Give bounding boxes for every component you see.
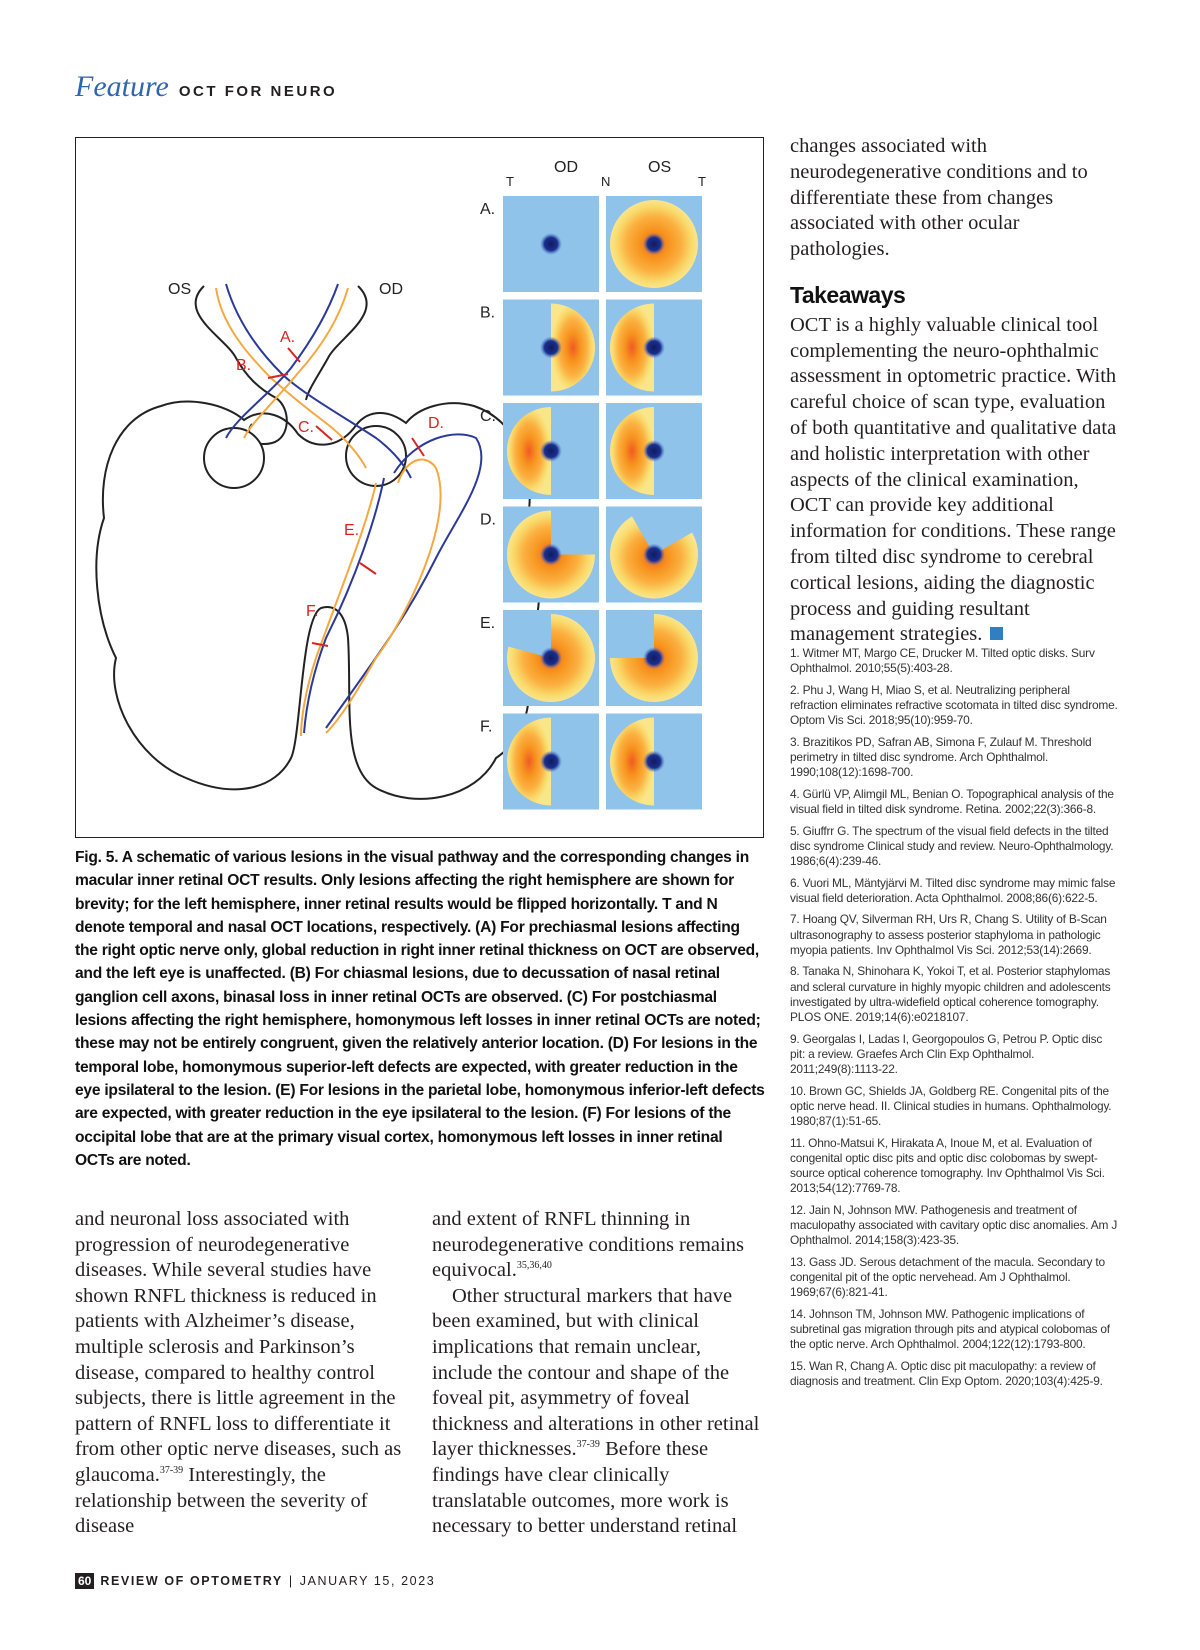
right-optic-nerve (306, 286, 367, 400)
oct-row-label: A. (480, 201, 496, 218)
fovea-dot (540, 233, 562, 255)
oct-row-label: C. (480, 408, 496, 425)
lesion-d (412, 438, 424, 456)
left-lgn (204, 428, 264, 488)
fovea-dot (540, 440, 562, 462)
body-column-middle (432, 1207, 762, 1540)
lesion-c (316, 426, 332, 440)
oct-panel-os (606, 610, 702, 706)
lesion-e (360, 563, 376, 574)
figure-5 (75, 137, 764, 838)
page-number: 60 (75, 1573, 94, 1589)
section-title: OCT FOR NEURO (178, 83, 338, 100)
body-text: Before these findings have clear clinically translatable outcomes, more work is necessary to better understand retinal (432, 1438, 738, 1538)
reference-item: 1. Witmer MT, Margo CE, Drucker M. Tilted optic disks. Surv Ophthalmol. 2010;55(5):403-28. (790, 646, 1095, 676)
oct-row-label: F. (480, 718, 493, 736)
figure-caption: Fig. 5. A schematic of various lesions in the visual pathway and the corresponding changes in macular inner retinal OCT results. Only lesions affecting the right hemisphere are shown for brevity; for the left hemisphere, inner retinal results would be flipped horizontally. T and N denote temporal and nasal OCT locations, respectively. (A) For prechiasmal lesions affecting the right optic nerve only, global reduction in right inner retinal thickness on OCT are observed, and the left eye is unaffected. (B) For chiasmal lesions, due to decussation of nasal retinal ganglion cell axons, binasal loss in inner retinal OCTs are observed. (C) For postchiasmal lesions affecting the right hemisphere, homonymous left losses in inner retinal OCTs are noted; these may not be entirely congruent, given the relatively anterior location. (D) For lesions in the temporal lobe, homonymous superior-left defects are expected, with greater reduction in the eye ipsilateral to the lesion. (E) For lesions in the parietal lobe, homonymous inferior-left defects are expected, with greater reduction in the eye ipsilateral to the lesion. (F) For lesions of the occipital lobe that are at the primary visual cortex, homonymous left losses in inner retinal OCTs are noted. (75, 849, 765, 1169)
fovea-dot (643, 440, 665, 462)
reference-item: 5. Giuffrr G. The spectrum of the visual field defects in the tilted disc syndrome Clinical study and review. Neuro-Ophthalmology. 1986;6(4):239-46. (790, 823, 1114, 868)
reference-item: 6. Vuori ML, Mäntyjärvi M. Tilted disc syndrome may mimic false visual field deterioration. Acta Ophthalmol. 2008;86(6):622-5. (790, 875, 1116, 905)
header-t-right: T (698, 174, 706, 189)
oct-panel-os (606, 714, 702, 810)
lesion-marks (268, 348, 424, 646)
reference-item: 13. Gass JD. Serous detachment of the macula. Secondary to congenital pit of the optic nervehead. Am J Ophthalmol. 1969;67(6):821-41. (790, 1254, 1105, 1300)
body-text: and neuronal loss associated with progression of neurodegenerative diseases. While several studies have shown RNFL thickness is reduced in patients with Alzheimer’s disease, multiple sclerosis and Parkinson’s disease, compared to healthy control subjects, there is little agreement in the pattern of RNFL loss to differentiate it from other optic nerve diseases, such as glaucoma. (75, 1208, 402, 1486)
fovea-dot (643, 647, 665, 669)
header-os: OS (648, 159, 672, 176)
magazine-name: REVIEW OF OPTOMETRY (100, 1574, 283, 1588)
citation: 37-39 (159, 1465, 184, 1477)
label-lesion-a: A. (280, 329, 296, 346)
body-paragraph (75, 1207, 405, 1540)
brain-outline (96, 402, 539, 799)
figure-canvas (76, 138, 764, 838)
orange-tract-right (244, 288, 348, 438)
header-t-left: T (506, 174, 514, 189)
label-lesion-e: E. (344, 522, 360, 539)
orange-radiation (326, 460, 441, 733)
issue-date: JANUARY 15, 2023 (299, 1574, 436, 1588)
fovea-dot (540, 751, 562, 773)
oct-row-label: E. (480, 615, 496, 632)
reference-item: 4. Gürlü VP, Alimgil ML, Benian O. Topographical analysis of the visual field in tilted disk syndrome. Retina. 2002;22(3):366-8. (790, 786, 1114, 816)
citation: 37-39 (576, 1439, 600, 1451)
footer-separator: | (288, 1574, 294, 1588)
takeaways-heading: Takeaways (790, 281, 906, 308)
label-lesion-f: F. (306, 603, 319, 620)
body-text: Other structural markers that have been examined, but with clinical implications that remain unclear, include the contour and shape of the foveal pit, asymmetry of foveal thickness and alterations in other retinal layer thicknesses. (432, 1284, 760, 1461)
label-lesion-c: C. (298, 419, 314, 436)
fovea-dot (643, 233, 665, 255)
reference-item: 8. Tanaka N, Shinohara K, Yokoi T, et al. Posterior staphylomas and scleral curvature in highly myopic children and adolescents investigated by ultra-widefield optical coherence tomography. PLOS ONE. 2019;14(6):e0218107. (790, 964, 1111, 1024)
feature-label: Feature (75, 70, 169, 103)
body-paragraph: changes associated with neurodegenerative conditions and to differentiate these from changes associated with other ocular pathologies. (790, 135, 1088, 261)
oct-panel-od (503, 507, 599, 603)
oct-panel-od (503, 714, 599, 810)
reference-list (790, 646, 1120, 1396)
reference-item: 14. Johnson TM, Johnson MW. Pathogenic implications of subretinal gas migration through pits and atypical colobomas of the optic nerve. Arch Ophthalmol. 2004;122(12):1793-800. (790, 1306, 1110, 1352)
fovea-dot (540, 647, 562, 669)
body-column-right (790, 134, 1123, 648)
fovea-dot (540, 544, 562, 566)
brain-schematic (96, 284, 539, 799)
oct-panel-od (503, 196, 599, 292)
label-os-brain: OS (168, 281, 192, 298)
fovea-dot (540, 337, 562, 359)
reference-item: 12. Jain N, Johnson MW. Pathogenesis and treatment of maculopathy associated with cavitary optic disc anomalies. Am J Ophthalmol. 2014;158(3):423-35. (790, 1202, 1118, 1248)
oct-grid (480, 196, 702, 810)
takeaways-paragraph (790, 313, 1123, 648)
reference-item: 2. Phu J, Wang H, Miao S, et al. Neutralizing peripheral refraction eliminates refractive scotomata in tilted disc syndrome. Optom Vis Sci. 2018;95(10):959-70. (790, 682, 1118, 728)
end-mark-icon (990, 627, 1003, 640)
oct-panel-os (606, 196, 702, 292)
label-lesion-d: D. (428, 415, 444, 432)
reference-item: 9. Georgalas I, Ladas I, Georgopoulos G, Petrou P. Optic disc pit: a review. Graefes Arch Clin Exp Ophthalmol. 2011;249(8):1113-22. (790, 1031, 1103, 1076)
fovea-dot (643, 544, 665, 566)
oct-panel-od (503, 403, 599, 499)
body-paragraph (432, 1207, 762, 1284)
reference-item: 7. Hoang QV, Silverman RH, Urs R, Chang S. Utility of B-Scan ultrasonography to assess posterior staphyloma in pathologic myopia patients. Inv Ophthalmol Vis Sci. 2012;53(14):2669. (790, 912, 1107, 957)
body-text: and extent of RNFL thinning in neurodegenerative conditions remains equivocal. (432, 1208, 744, 1282)
citation: 35,36,40 (516, 1260, 552, 1272)
oct-panel-os (606, 507, 702, 603)
fovea-dot (643, 751, 665, 773)
body-text: Interestingly, the relationship between the severity of disease (75, 1463, 368, 1538)
body-column-left (75, 1207, 405, 1540)
reference-item: 3. Brazitikos PD, Safran AB, Simona F, Zulauf M. Threshold perimetry in tilted disc syndrome. Arch Ophthalmol. 1990;108(12):1698-700. (790, 734, 1092, 780)
lesion-a (288, 348, 300, 362)
label-lesion-b: B. (236, 357, 252, 374)
oct-panel-os (606, 403, 702, 499)
header-n: N (601, 174, 611, 189)
page-footer (75, 1573, 435, 1589)
reference-item: 10. Brown GC, Shields JA, Goldberg RE. Congenital pits of the optic nerve head. II. Clinical studies in humans. Ophthalmology. 1980;87(1):51-65. (790, 1083, 1112, 1128)
reference-item: 11. Ohno-Matsui K, Hirakata A, Inoue M, et al. Evaluation of congenital optic disc pits and optic disc colobomas by swept-source optical coherence tomography. Inv Ophthalmol Vis Sci. 2013;54(12):7769-78. (790, 1135, 1105, 1196)
page-header (75, 70, 337, 106)
oct-row-label: D. (480, 511, 496, 529)
reference-item: 15. Wan R, Chang A. Optic disc pit maculopathy: a review of diagnosis and treatment. Clin Exp Optom. 2020;103(4):425-9. (790, 1358, 1103, 1388)
takeaways-text: OCT is a highly valuable clinical tool complementing the neuro-ophthalmic assessment in optometric practice. With careful choice of scan type, evaluation of both quantitative and qualitative data and holistic interpretation with other aspects of the clinical examination, OCT can provide key additional information for conditions. These range from tilted disc syndrome to cerebral cortical lesions, aiding the diagnostic process and guiding resultant management strategies. (790, 313, 1117, 646)
label-od-brain: OD (379, 281, 403, 298)
header-od: OD (554, 159, 578, 176)
oct-panel-od (503, 300, 599, 396)
oct-panel-od (503, 610, 599, 706)
body-paragraph (432, 1284, 762, 1540)
oct-row-label: B. (480, 304, 496, 322)
fovea-dot (643, 337, 665, 359)
oct-panel-os (606, 300, 702, 396)
